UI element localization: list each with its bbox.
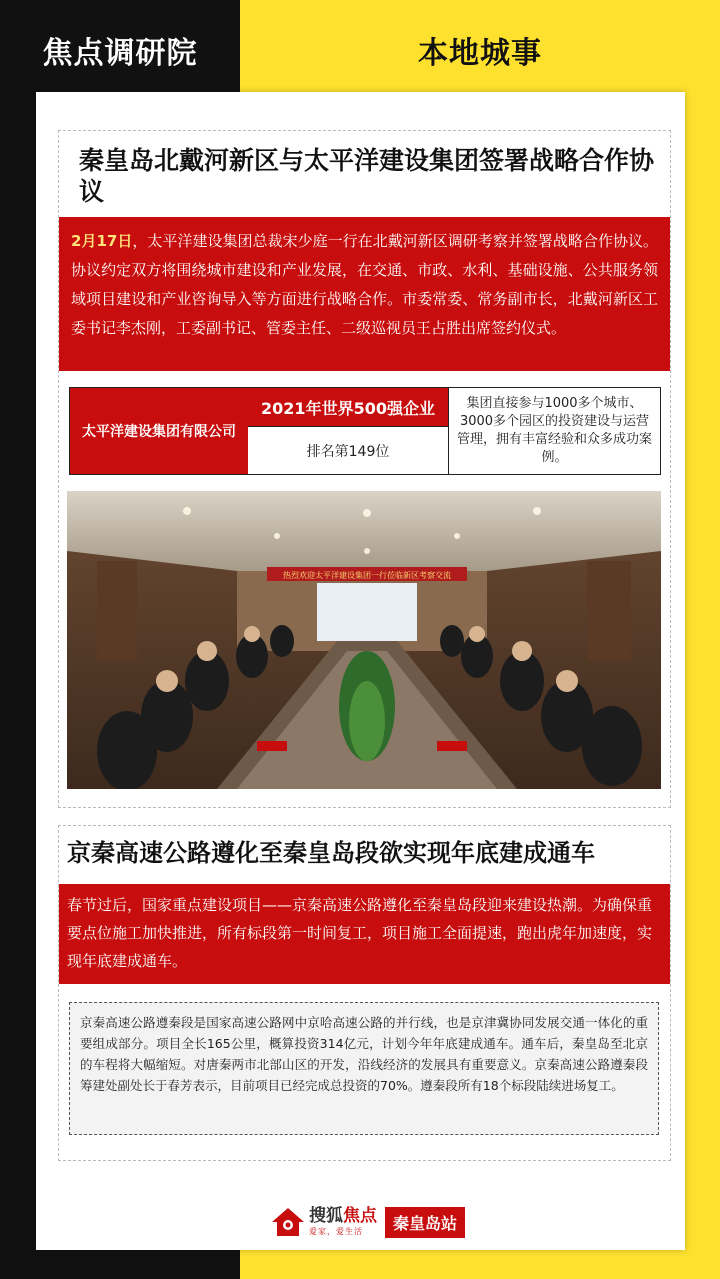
meeting-photo <box>67 491 661 789</box>
table-company-name: 太平洋建设集团有限公司 <box>70 388 249 474</box>
meeting-photo-illustration <box>67 491 661 789</box>
table-rank: 排名第149位 <box>248 427 449 474</box>
article-2 <box>58 825 671 1161</box>
logo-main <box>309 1208 377 1225</box>
article-1-title: 秦皇岛北戴河新区与太平洋建设集团签署战略合作协议 <box>79 146 655 206</box>
article-1 <box>58 130 671 808</box>
station-badge: 秦皇岛站 <box>385 1207 465 1238</box>
article-2-title: 京秦高速公路遵化至秦皇岛段欲实现年底建成通车 <box>67 839 595 867</box>
welcome-banner-text: 热烈欢迎太平洋建设集团一行莅临新区考察交流 <box>283 571 451 580</box>
table-award: 2021年世界500强企业 <box>248 388 449 427</box>
table-description: 集团直接参与1000多个城市、3000多个园区的投资建设与运营管理，拥有丰富经验和众多成功案例。 <box>449 388 660 474</box>
header-right-label: 本地城事 <box>418 36 542 71</box>
article-1-summary <box>59 217 670 371</box>
article-1-summary-text: ，太平洋建设集团总裁宋少庭一行在北戴河新区调研考察并签署战略合作协议。协议约定双方将围绕城市建设和产业发展，在交通、市政、水利、基础设施、公共服务领域项目建设和产业咨询导入等方面进行战略合作。市委常委、常务副市长，北戴河新区工委书记李杰刚，工委副书记、管委主任、二级巡视员王占胜出席签约仪式。 <box>71 232 658 337</box>
content-card <box>36 92 685 1250</box>
header-left-label: 焦点调研院 <box>42 36 198 71</box>
company-info-table <box>69 387 661 475</box>
logo-slogan: 爱家，爱生活 <box>309 1227 363 1236</box>
footer-logo <box>271 1202 465 1242</box>
article-2-summary: 春节过后，国家重点建设项目——京秦高速公路遵化至秦皇岛段迎来建设热潮。为确保重要点位施工加快推进，所有标段第一时间复工，项目施工全面提速，跑出虎年加速度，实现年底建成通车。 <box>59 884 670 984</box>
article-1-date: 2月17日 <box>71 232 133 250</box>
house-logo-icon <box>271 1207 305 1237</box>
logo-main-b: 焦点 <box>343 1206 377 1226</box>
logo-main-a: 搜狐 <box>309 1206 343 1226</box>
logo-text <box>309 1208 377 1236</box>
article-2-detail: 京秦高速公路遵秦段是国家高速公路网中京哈高速公路的并行线，也是京津冀协同发展交通一体化的重要组成部分。项目全长165公里，概算投资314亿元，计划今年年底建成通车。通车后，秦皇岛至北京的车程将大幅缩短。对唐秦两市北部山区的开发，沿线经济的发展具有重要意义。京秦高速公路遵秦段筹建处副处长于春芳表示，目前项目已经完成总投资的70%。遵秦段所有18个标段陆续进场复工。 <box>69 1002 659 1135</box>
